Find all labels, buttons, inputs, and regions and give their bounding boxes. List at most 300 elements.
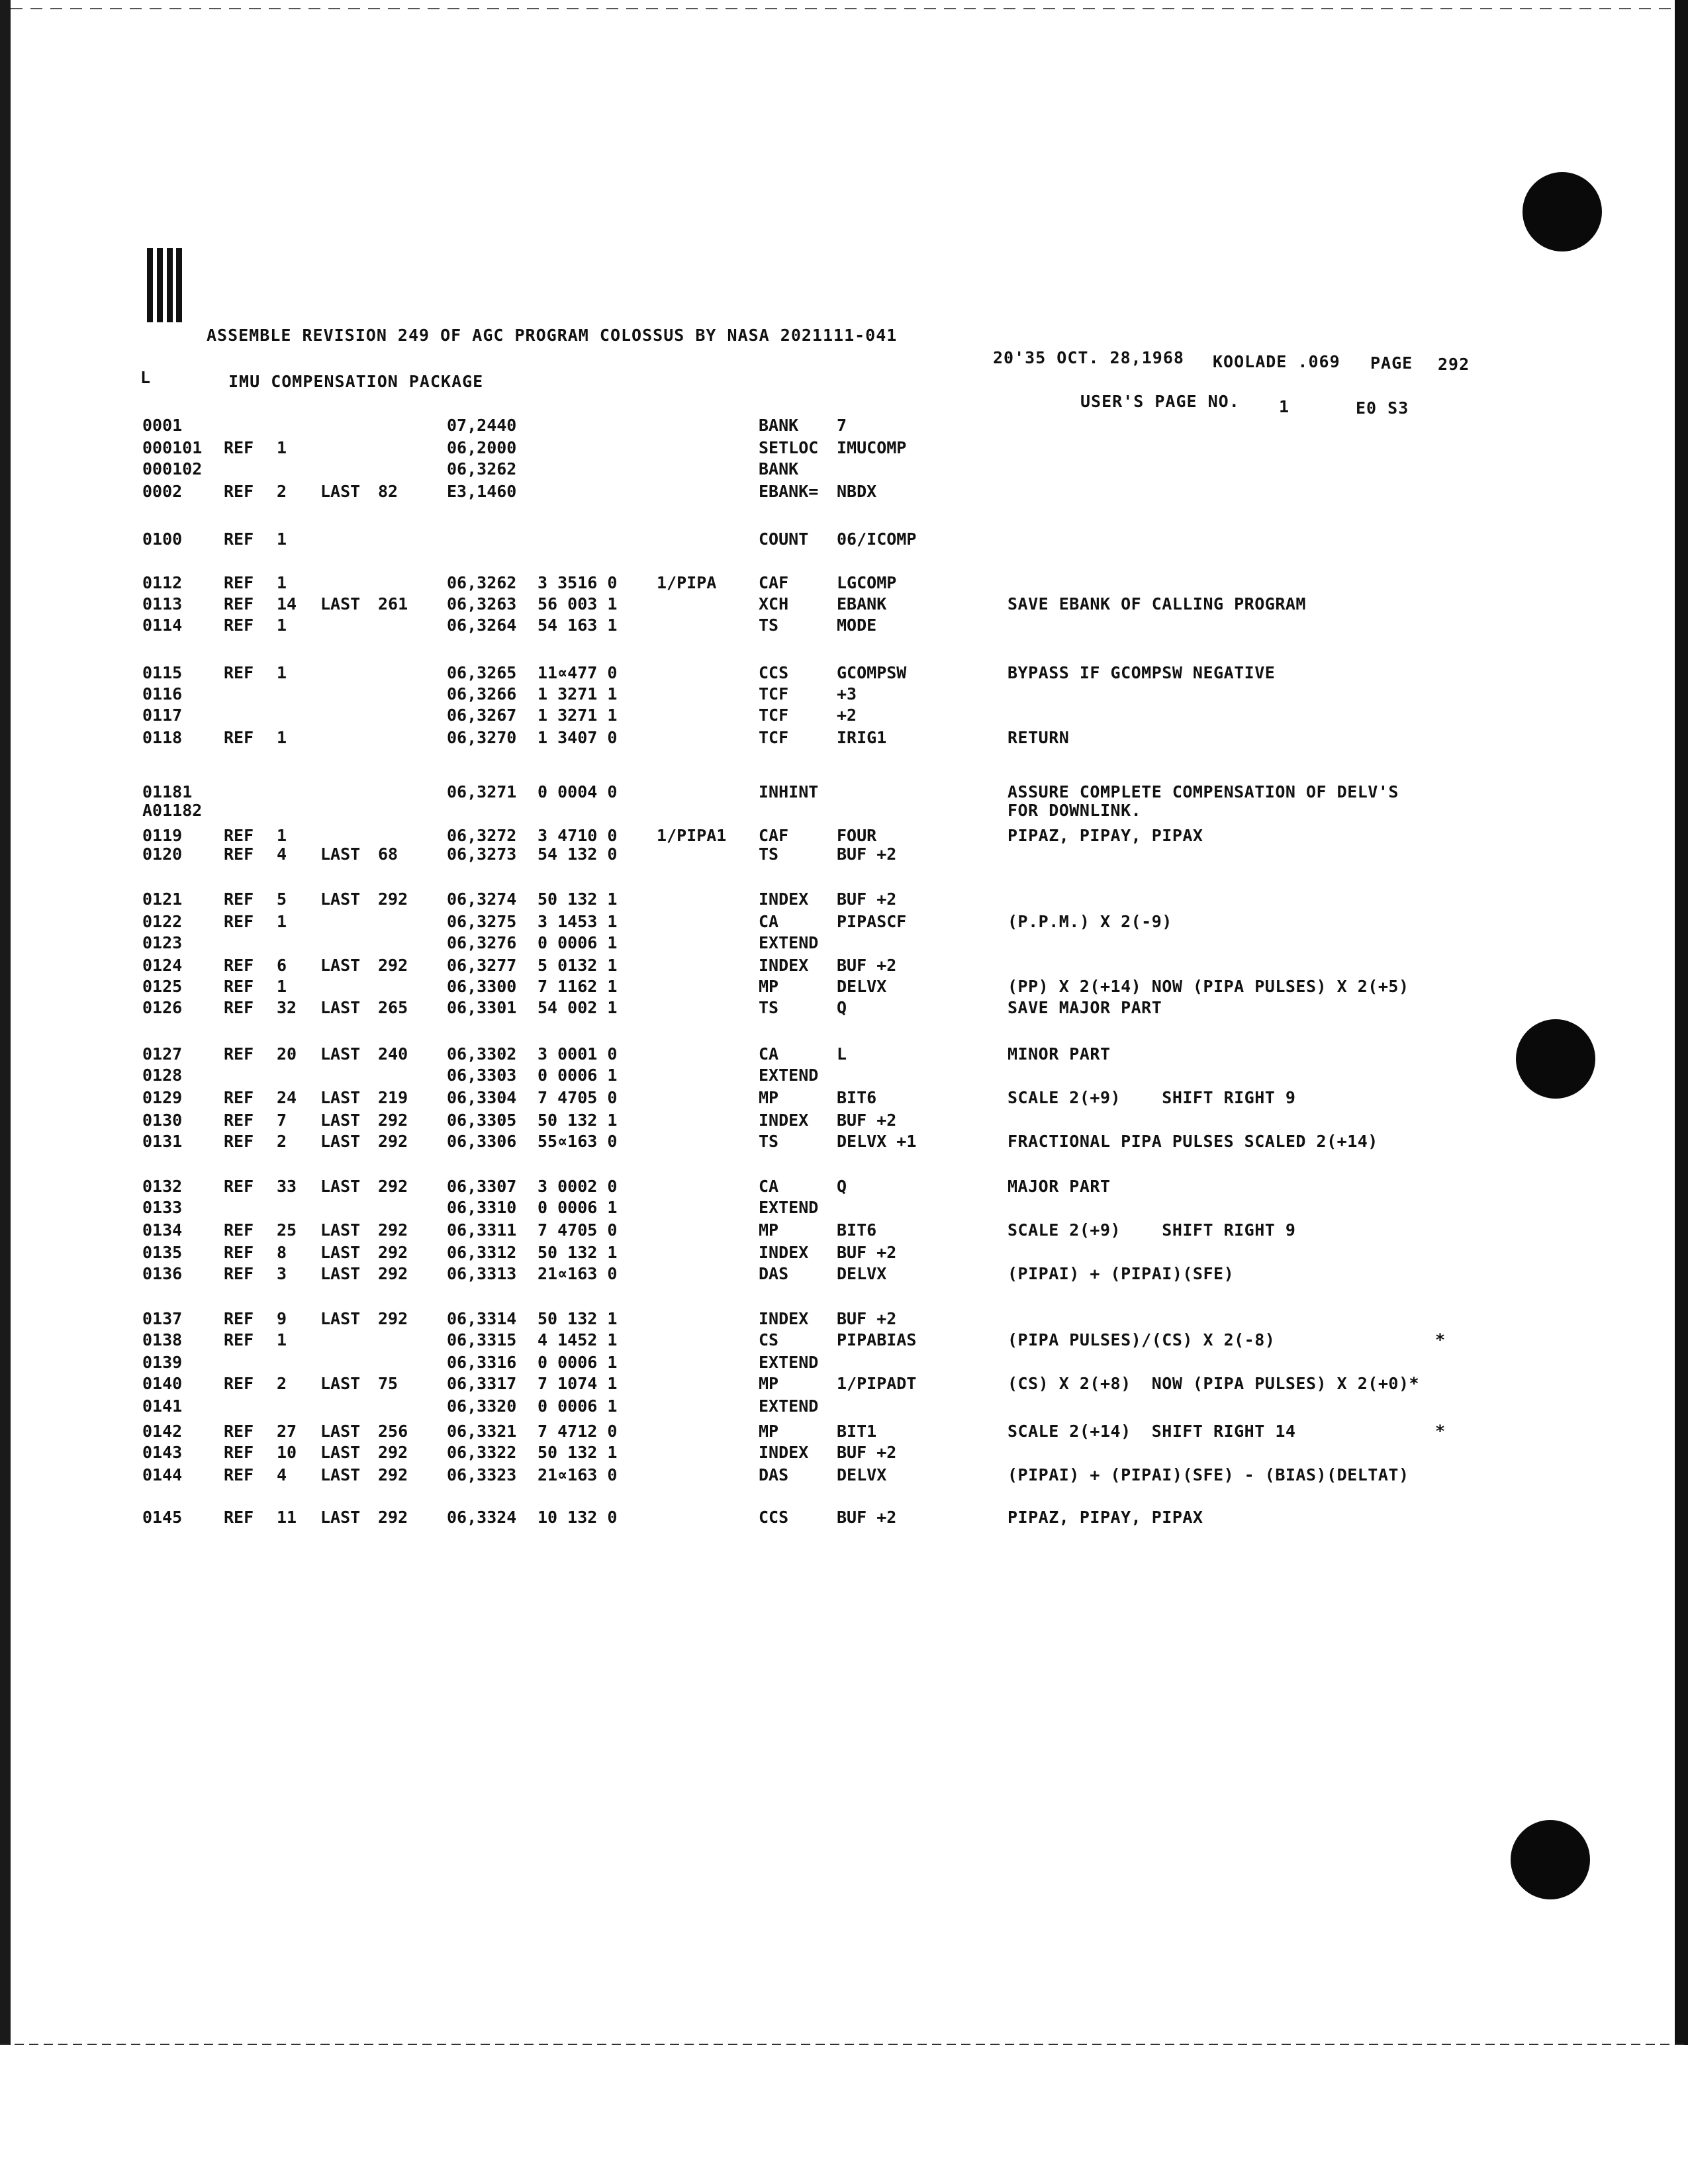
listing-row xyxy=(0,1422,1523,1443)
listing-row xyxy=(0,1066,1523,1087)
ref-count: 3 xyxy=(277,1264,287,1283)
address: E3,1460 xyxy=(447,482,517,501)
octal-code: 21∝163 0 xyxy=(538,1264,618,1283)
last-tag: LAST xyxy=(320,1309,361,1328)
comment: ASSURE COMPLETE COMPENSATION OF DELV'S xyxy=(1008,782,1399,801)
address: 06,3301 xyxy=(447,998,517,1017)
opcode: MP xyxy=(759,1220,779,1240)
operand: FOUR xyxy=(837,826,877,845)
section-marker: L xyxy=(140,368,152,387)
octal-code: 1 3407 0 xyxy=(538,728,618,747)
operand: DELVX xyxy=(837,1264,887,1283)
last-tag: LAST xyxy=(320,1243,361,1262)
ref-tag: REF xyxy=(224,956,254,975)
punch-hole-middle xyxy=(1516,1019,1595,1099)
octal-code: 50 132 1 xyxy=(538,1443,618,1462)
address: 06,3310 xyxy=(447,1198,517,1217)
comment: SAVE EBANK OF CALLING PROGRAM xyxy=(1008,594,1306,614)
sequence-number: 0138 xyxy=(142,1330,183,1349)
bottom-perforation-rule xyxy=(0,2044,1688,2045)
operand: Q xyxy=(837,998,847,1017)
comment: MAJOR PART xyxy=(1008,1177,1111,1196)
ref-count: 1 xyxy=(277,977,287,996)
comment: (PIPA PULSES)/(CS) X 2(-8) xyxy=(1008,1330,1276,1349)
ref-count: 1 xyxy=(277,663,287,682)
address: 06,3275 xyxy=(447,912,517,931)
header-datetime: 20'35 OCT. 28,1968 xyxy=(993,348,1184,367)
address: 06,3324 xyxy=(447,1508,517,1527)
assembly-header: ASSEMBLE REVISION 249 OF AGC PROGRAM COLOSSUS BY NASA 2021111-041 xyxy=(207,326,898,345)
ref-tag: REF xyxy=(224,1132,254,1151)
listing-row xyxy=(0,844,1523,866)
user-page-code: E0 S3 xyxy=(1356,398,1409,418)
section-title: IMU COMPENSATION PACKAGE xyxy=(228,372,484,391)
user-page-number: 1 xyxy=(1279,397,1290,416)
comment: (PIPAI) + (PIPAI)(SFE) - (BIAS)(DELTAT) xyxy=(1008,1465,1409,1484)
operand: BUF +2 xyxy=(837,1508,897,1527)
address: 06,3307 xyxy=(447,1177,517,1196)
opcode: INDEX xyxy=(759,1443,809,1462)
opcode: INDEX xyxy=(759,1111,809,1130)
listing-row xyxy=(0,1374,1523,1395)
sequence-number: 0001 xyxy=(142,416,183,435)
opcode: XCH xyxy=(759,594,789,614)
listing-row xyxy=(0,1177,1523,1198)
sequence-number: A01182 xyxy=(142,801,203,820)
address: 06,3312 xyxy=(447,1243,517,1262)
address: 06,3272 xyxy=(447,826,517,845)
address: 06,3273 xyxy=(447,844,517,864)
comment: (PIPAI) + (PIPAI)(SFE) xyxy=(1008,1264,1235,1283)
sequence-number: 0121 xyxy=(142,889,183,909)
octal-code: 7 4705 0 xyxy=(538,1220,618,1240)
listing-row xyxy=(0,1220,1523,1242)
last-page: 240 xyxy=(378,1044,408,1064)
listing-row xyxy=(0,1132,1523,1153)
sequence-number: 0117 xyxy=(142,705,183,725)
octal-code: 50 132 1 xyxy=(538,1309,618,1328)
sequence-number: 0124 xyxy=(142,956,183,975)
opcode: TCF xyxy=(759,684,789,704)
header-page-label: PAGE xyxy=(1370,353,1413,373)
sequence-number: 0134 xyxy=(142,1220,183,1240)
address: 06,3315 xyxy=(447,1330,517,1349)
last-tag: LAST xyxy=(320,844,361,864)
listing-row xyxy=(0,1443,1523,1464)
sequence-number: 0136 xyxy=(142,1264,183,1283)
listing-row xyxy=(0,482,1523,503)
listing-row xyxy=(0,1111,1523,1132)
address: 06,3300 xyxy=(447,977,517,996)
sequence-number: 01181 xyxy=(142,782,193,801)
listing-row xyxy=(0,1465,1523,1486)
last-page: 292 xyxy=(378,1220,408,1240)
opcode: BANK xyxy=(759,416,799,435)
comment: PIPAZ, PIPAY, PIPAX xyxy=(1008,826,1203,845)
opcode: CA xyxy=(759,1177,779,1196)
address: 06,3321 xyxy=(447,1422,517,1441)
address: 06,3277 xyxy=(447,956,517,975)
ref-tag: REF xyxy=(224,889,254,909)
sequence-number: 0142 xyxy=(142,1422,183,1441)
operand: L xyxy=(837,1044,847,1064)
operand: 06/ICOMP xyxy=(837,529,917,549)
ref-count: 8 xyxy=(277,1243,287,1262)
operand: EBANK xyxy=(837,594,887,614)
ref-count: 32 xyxy=(277,998,297,1017)
octal-code: 3 4710 0 xyxy=(538,826,618,845)
address: 06,3311 xyxy=(447,1220,517,1240)
operand: PIPASCF xyxy=(837,912,907,931)
octal-code: 0 0006 1 xyxy=(538,1353,618,1372)
last-page: 219 xyxy=(378,1088,408,1107)
sequence-number: 0100 xyxy=(142,529,183,549)
operand: NBDX xyxy=(837,482,877,501)
octal-code: 54 002 1 xyxy=(538,998,618,1017)
last-tag: LAST xyxy=(320,1132,361,1151)
ref-count: 2 xyxy=(277,1132,287,1151)
opcode: INDEX xyxy=(759,1309,809,1328)
operand: 7 xyxy=(837,416,847,435)
comment: MINOR PART xyxy=(1008,1044,1111,1064)
ref-count: 2 xyxy=(277,1374,287,1393)
octal-code: 3 0001 0 xyxy=(538,1044,618,1064)
listing-row xyxy=(0,1309,1523,1330)
ref-count: 1 xyxy=(277,529,287,549)
operand: BIT6 xyxy=(837,1220,877,1240)
operand: BUF +2 xyxy=(837,844,897,864)
operand: IMUCOMP xyxy=(837,438,907,457)
last-page: 75 xyxy=(378,1374,399,1393)
listing-row xyxy=(0,977,1523,998)
address: 06,3265 xyxy=(447,663,517,682)
sequence-number: 0125 xyxy=(142,977,183,996)
sequence-number: 0139 xyxy=(142,1353,183,1372)
opcode: TS xyxy=(759,998,779,1017)
operand: BUF +2 xyxy=(837,1243,897,1262)
address: 06,3263 xyxy=(447,594,517,614)
last-page: 292 xyxy=(378,1443,408,1462)
comment: BYPASS IF GCOMPSW NEGATIVE xyxy=(1008,663,1276,682)
ref-count: 9 xyxy=(277,1309,287,1328)
last-tag: LAST xyxy=(320,594,361,614)
ref-count: 1 xyxy=(277,912,287,931)
address: 06,3274 xyxy=(447,889,517,909)
octal-code: 3 1453 1 xyxy=(538,912,618,931)
listing-row xyxy=(0,889,1523,911)
address: 06,3306 xyxy=(447,1132,517,1151)
ref-count: 4 xyxy=(277,1465,287,1484)
octal-code: 54 163 1 xyxy=(538,615,618,635)
octal-code: 0 0006 1 xyxy=(538,1396,618,1416)
octal-code: 21∝163 0 xyxy=(538,1465,618,1484)
opcode: DAS xyxy=(759,1264,789,1283)
last-page: 292 xyxy=(378,1243,408,1262)
opcode: EXTEND xyxy=(759,1353,819,1372)
ref-count: 25 xyxy=(277,1220,297,1240)
listing-row xyxy=(0,615,1523,637)
sequence-number: 0113 xyxy=(142,594,183,614)
ref-count: 1 xyxy=(277,826,287,845)
opcode: BANK xyxy=(759,459,799,478)
octal-code: 3 3516 0 xyxy=(538,573,618,592)
ref-count: 1 xyxy=(277,728,287,747)
ref-tag: REF xyxy=(224,663,254,682)
ref-tag: REF xyxy=(224,1508,254,1527)
octal-code: 1 3271 1 xyxy=(538,684,618,704)
ref-tag: REF xyxy=(224,1264,254,1283)
sequence-number: 0145 xyxy=(142,1508,183,1527)
comment: FRACTIONAL PIPA PULSES SCALED 2(+14) xyxy=(1008,1132,1378,1151)
operand: BIT6 xyxy=(837,1088,877,1107)
ref-count: 1 xyxy=(277,573,287,592)
ref-tag: REF xyxy=(224,1111,254,1130)
punch-hole-top xyxy=(1523,172,1602,251)
opcode: CS xyxy=(759,1330,779,1349)
sequence-number: 0120 xyxy=(142,844,183,864)
last-tag: LAST xyxy=(320,1264,361,1283)
last-tag: LAST xyxy=(320,1220,361,1240)
sequence-number: 0137 xyxy=(142,1309,183,1328)
listing-row xyxy=(0,1396,1523,1418)
operand: BUF +2 xyxy=(837,1111,897,1130)
location-label: 1/PIPA xyxy=(657,573,717,592)
listing-row xyxy=(0,529,1523,551)
header-koolade: KOOLADE .069 xyxy=(1213,352,1340,371)
last-tag: LAST xyxy=(320,1508,361,1527)
ref-tag: REF xyxy=(224,728,254,747)
binder-mark xyxy=(147,248,184,328)
listing-row xyxy=(0,705,1523,727)
operand: DELVX xyxy=(837,1465,887,1484)
ref-count: 1 xyxy=(277,1330,287,1349)
ref-count: 1 xyxy=(277,615,287,635)
top-perforation-rule xyxy=(11,8,1675,9)
octal-code: 3 0002 0 xyxy=(538,1177,618,1196)
opcode: CA xyxy=(759,912,779,931)
ref-count: 14 xyxy=(277,594,297,614)
ref-tag: REF xyxy=(224,615,254,635)
listing-row xyxy=(0,1353,1523,1374)
octal-code: 7 4712 0 xyxy=(538,1422,618,1441)
operand: BIT1 xyxy=(837,1422,877,1441)
last-tag: LAST xyxy=(320,889,361,909)
listing-row xyxy=(0,728,1523,749)
sequence-number: 0129 xyxy=(142,1088,183,1107)
octal-code: 10 132 0 xyxy=(538,1508,618,1527)
address: 06,3320 xyxy=(447,1396,517,1416)
listing-row xyxy=(0,1088,1523,1109)
last-page: 292 xyxy=(378,1465,408,1484)
operand: BUF +2 xyxy=(837,956,897,975)
scan-right-edge xyxy=(1675,0,1688,2045)
address: 06,3302 xyxy=(447,1044,517,1064)
address: 06,3266 xyxy=(447,684,517,704)
comment: PIPAZ, PIPAY, PIPAX xyxy=(1008,1508,1203,1527)
sequence-number: 0126 xyxy=(142,998,183,1017)
comment: (P.P.M.) X 2(-9) xyxy=(1008,912,1172,931)
operand: +3 xyxy=(837,684,857,704)
octal-code: 0 0004 0 xyxy=(538,782,618,801)
ref-count: 33 xyxy=(277,1177,297,1196)
operand: Q xyxy=(837,1177,847,1196)
listing-row xyxy=(0,801,1523,822)
revision-star: * xyxy=(1435,1422,1446,1441)
listing-row xyxy=(0,998,1523,1019)
opcode: SETLOC xyxy=(759,438,819,457)
header-page-number: 292 xyxy=(1438,355,1470,374)
address: 06,3262 xyxy=(447,459,517,478)
ref-count: 2 xyxy=(277,482,287,501)
sequence-number: 0131 xyxy=(142,1132,183,1151)
address: 06,3262 xyxy=(447,573,517,592)
sequence-number: 0115 xyxy=(142,663,183,682)
opcode: DAS xyxy=(759,1465,789,1484)
opcode: MP xyxy=(759,1374,779,1393)
ref-count: 1 xyxy=(277,438,287,457)
last-tag: LAST xyxy=(320,956,361,975)
octal-code: 7 4705 0 xyxy=(538,1088,618,1107)
address: 06,3313 xyxy=(447,1264,517,1283)
octal-code: 56 003 1 xyxy=(538,594,618,614)
sequence-number: 0112 xyxy=(142,573,183,592)
last-tag: LAST xyxy=(320,1422,361,1441)
last-tag: LAST xyxy=(320,1111,361,1130)
opcode: COUNT xyxy=(759,529,809,549)
comment: (PP) X 2(+14) NOW (PIPA PULSES) X 2(+5) xyxy=(1008,977,1409,996)
address: 07,2440 xyxy=(447,416,517,435)
sequence-number: 0114 xyxy=(142,615,183,635)
operand: GCOMPSW xyxy=(837,663,907,682)
address: 06,3276 xyxy=(447,933,517,952)
ref-count: 5 xyxy=(277,889,287,909)
ref-tag: REF xyxy=(224,844,254,864)
opcode: CA xyxy=(759,1044,779,1064)
ref-tag: REF xyxy=(224,1465,254,1484)
scan-left-edge xyxy=(0,0,11,2045)
ref-count: 7 xyxy=(277,1111,287,1130)
address: 06,3305 xyxy=(447,1111,517,1130)
octal-code: 0 0006 1 xyxy=(538,933,618,952)
listing-row xyxy=(0,438,1523,459)
sequence-number: 0128 xyxy=(142,1066,183,1085)
ref-count: 4 xyxy=(277,844,287,864)
listing-row xyxy=(0,573,1523,594)
sequence-number: 0140 xyxy=(142,1374,183,1393)
last-page: 292 xyxy=(378,1309,408,1328)
last-page: 292 xyxy=(378,1111,408,1130)
ref-count: 27 xyxy=(277,1422,297,1441)
last-tag: LAST xyxy=(320,998,361,1017)
opcode: CAF xyxy=(759,573,789,592)
sequence-number: 0123 xyxy=(142,933,183,952)
listing-row xyxy=(0,1264,1523,1285)
last-tag: LAST xyxy=(320,1465,361,1484)
sequence-number: 0127 xyxy=(142,1044,183,1064)
operand: IRIG1 xyxy=(837,728,887,747)
address: 06,3323 xyxy=(447,1465,517,1484)
sequence-number: 0141 xyxy=(142,1396,183,1416)
last-page: 292 xyxy=(378,1508,408,1527)
comment: SCALE 2(+14) SHIFT RIGHT 14 xyxy=(1008,1422,1296,1441)
operand: BUF +2 xyxy=(837,889,897,909)
ref-tag: REF xyxy=(224,912,254,931)
address: 06,3322 xyxy=(447,1443,517,1462)
address: 06,3303 xyxy=(447,1066,517,1085)
listing-row xyxy=(0,1330,1523,1351)
octal-code: 50 132 1 xyxy=(538,1111,618,1130)
operand: BUF +2 xyxy=(837,1309,897,1328)
ref-tag: REF xyxy=(224,573,254,592)
last-page: 82 xyxy=(378,482,399,501)
opcode: CAF xyxy=(759,826,789,845)
ref-count: 20 xyxy=(277,1044,297,1064)
operand: 1/PIPADT xyxy=(837,1374,917,1393)
listing-row xyxy=(0,933,1523,954)
comment: SCALE 2(+9) SHIFT RIGHT 9 xyxy=(1008,1088,1296,1107)
opcode: INDEX xyxy=(759,1243,809,1262)
opcode: EXTEND xyxy=(759,1066,819,1085)
last-page: 261 xyxy=(378,594,408,614)
sequence-number: 0135 xyxy=(142,1243,183,1262)
comment: SCALE 2(+9) SHIFT RIGHT 9 xyxy=(1008,1220,1296,1240)
sequence-number: 0118 xyxy=(142,728,183,747)
ref-tag: REF xyxy=(224,438,254,457)
octal-code: 54 132 0 xyxy=(538,844,618,864)
address: 06,2000 xyxy=(447,438,517,457)
octal-code: 4 1452 1 xyxy=(538,1330,618,1349)
opcode: MP xyxy=(759,1088,779,1107)
listing-row xyxy=(0,956,1523,977)
address: 06,3271 xyxy=(447,782,517,801)
address: 06,3304 xyxy=(447,1088,517,1107)
user-page-label: USER'S PAGE NO. xyxy=(1080,392,1240,411)
sequence-number: 000101 xyxy=(142,438,203,457)
octal-code: 7 1162 1 xyxy=(538,977,618,996)
opcode: CCS xyxy=(759,1508,789,1527)
last-page: 256 xyxy=(378,1422,408,1441)
ref-tag: REF xyxy=(224,594,254,614)
octal-code: 1 3271 1 xyxy=(538,705,618,725)
last-tag: LAST xyxy=(320,1088,361,1107)
ref-tag: REF xyxy=(224,1243,254,1262)
last-tag: LAST xyxy=(320,1374,361,1393)
ref-count: 6 xyxy=(277,956,287,975)
opcode: INDEX xyxy=(759,889,809,909)
listing-row xyxy=(0,459,1523,480)
opcode: TCF xyxy=(759,705,789,725)
octal-code: 5 0132 1 xyxy=(538,956,618,975)
ref-tag: REF xyxy=(224,1088,254,1107)
last-tag: LAST xyxy=(320,1443,361,1462)
ref-tag: REF xyxy=(224,1309,254,1328)
opcode: TS xyxy=(759,844,779,864)
octal-code: 55∝163 0 xyxy=(538,1132,618,1151)
opcode: EXTEND xyxy=(759,933,819,952)
operand: DELVX +1 xyxy=(837,1132,917,1151)
last-page: 292 xyxy=(378,1132,408,1151)
listing-row xyxy=(0,594,1523,615)
ref-tag: REF xyxy=(224,1177,254,1196)
opcode: TS xyxy=(759,1132,779,1151)
listing-row xyxy=(0,1198,1523,1219)
sequence-number: 0116 xyxy=(142,684,183,704)
sequence-number: 000102 xyxy=(142,459,203,478)
punch-hole-bottom xyxy=(1511,1820,1590,1899)
octal-code: 11∝477 0 xyxy=(538,663,618,682)
opcode: EBANK= xyxy=(759,482,819,501)
octal-code: 50 132 1 xyxy=(538,889,618,909)
